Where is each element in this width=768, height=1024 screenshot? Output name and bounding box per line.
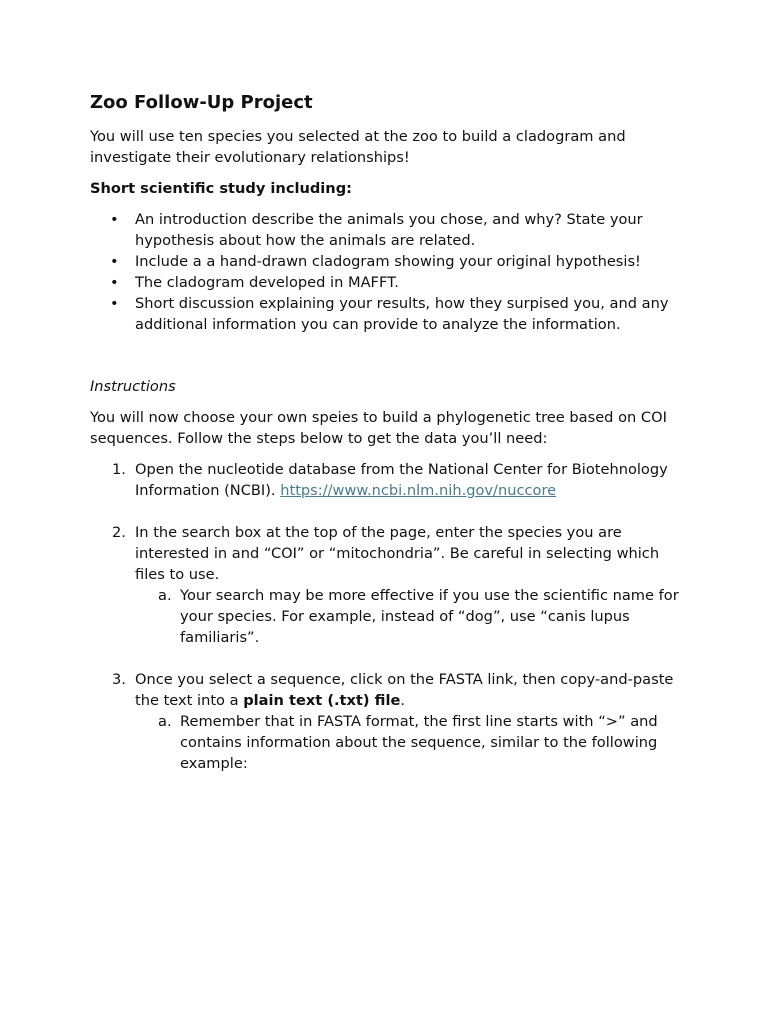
step-text-bold: plain text (.txt) file bbox=[243, 692, 401, 709]
bullet-glyph: • bbox=[110, 211, 119, 228]
step-text: Open the nucleotide database from the National Center for Biotehnology Information (NCBI). bbox=[135, 461, 668, 499]
substep-list bbox=[135, 585, 690, 648]
list-item bbox=[90, 272, 690, 293]
list-item-text: Include a a hand-drawn cladogram showing your original hypothesis! bbox=[135, 253, 641, 270]
intro-paragraph: You will use ten species you selected at the zoo to build a cladogram and investigate their evolutionary relationships! bbox=[90, 128, 626, 166]
step-number: 2. bbox=[112, 524, 126, 541]
bullet-glyph: • bbox=[110, 253, 119, 270]
step-item bbox=[90, 459, 690, 501]
instructions-intro: You will now choose your own speies to build a phylogenetic tree based on COI sequences. Follow the steps below to get the data you’ll need: bbox=[90, 409, 667, 447]
list-item-text: An introduction describe the animals you chose, and why? State your hypothesis about how the animals are related. bbox=[135, 211, 643, 249]
steps-list bbox=[90, 459, 690, 774]
substep-text: Remember that in FASTA format, the first line starts with “>” and contains information about the sequence, similar to the following example: bbox=[180, 713, 658, 772]
step-text-end: . bbox=[400, 692, 406, 709]
instructions-heading: Instructions bbox=[90, 378, 176, 395]
substep-letter: a. bbox=[158, 713, 172, 730]
document-page bbox=[90, 90, 690, 774]
list-item-text: Short discussion explaining your results, how they surpised you, and any additional information you can provide to analyze the information. bbox=[135, 295, 669, 333]
substep-text: Your search may be more effective if you use the scientific name for your species. For example, instead of “dog”, use “canis lupus familiaris”. bbox=[180, 587, 679, 646]
step-number: 3. bbox=[112, 671, 126, 688]
list-item-text: The cladogram developed in MAFFT. bbox=[135, 274, 399, 291]
bullet-glyph: • bbox=[110, 274, 119, 291]
substep-letter: a. bbox=[158, 587, 172, 604]
list-item bbox=[90, 209, 690, 251]
study-bullet-list bbox=[90, 209, 690, 335]
step-item bbox=[90, 669, 690, 774]
bullet-glyph: • bbox=[110, 295, 119, 312]
list-item bbox=[90, 251, 690, 272]
list-item bbox=[90, 293, 690, 335]
step-number: 1. bbox=[112, 461, 126, 478]
study-heading: Short scientific study including: bbox=[90, 180, 352, 197]
substep-item bbox=[135, 585, 690, 648]
section-spacer bbox=[90, 335, 690, 376]
step-text: Once you select a sequence, click on the FASTA link, then copy-and-paste the text into a bbox=[135, 671, 674, 709]
document-title: Zoo Follow-Up Project bbox=[90, 92, 313, 113]
ncbi-link[interactable]: https://www.ncbi.nlm.nih.gov/nuccore bbox=[280, 482, 557, 499]
step-item bbox=[90, 522, 690, 648]
substep-item bbox=[135, 711, 690, 774]
substep-list bbox=[135, 711, 690, 774]
step-text: In the search box at the top of the page, enter the species you are interested in and “COI” or “mitochondria”. Be careful in selecting which files to use. bbox=[135, 524, 660, 583]
